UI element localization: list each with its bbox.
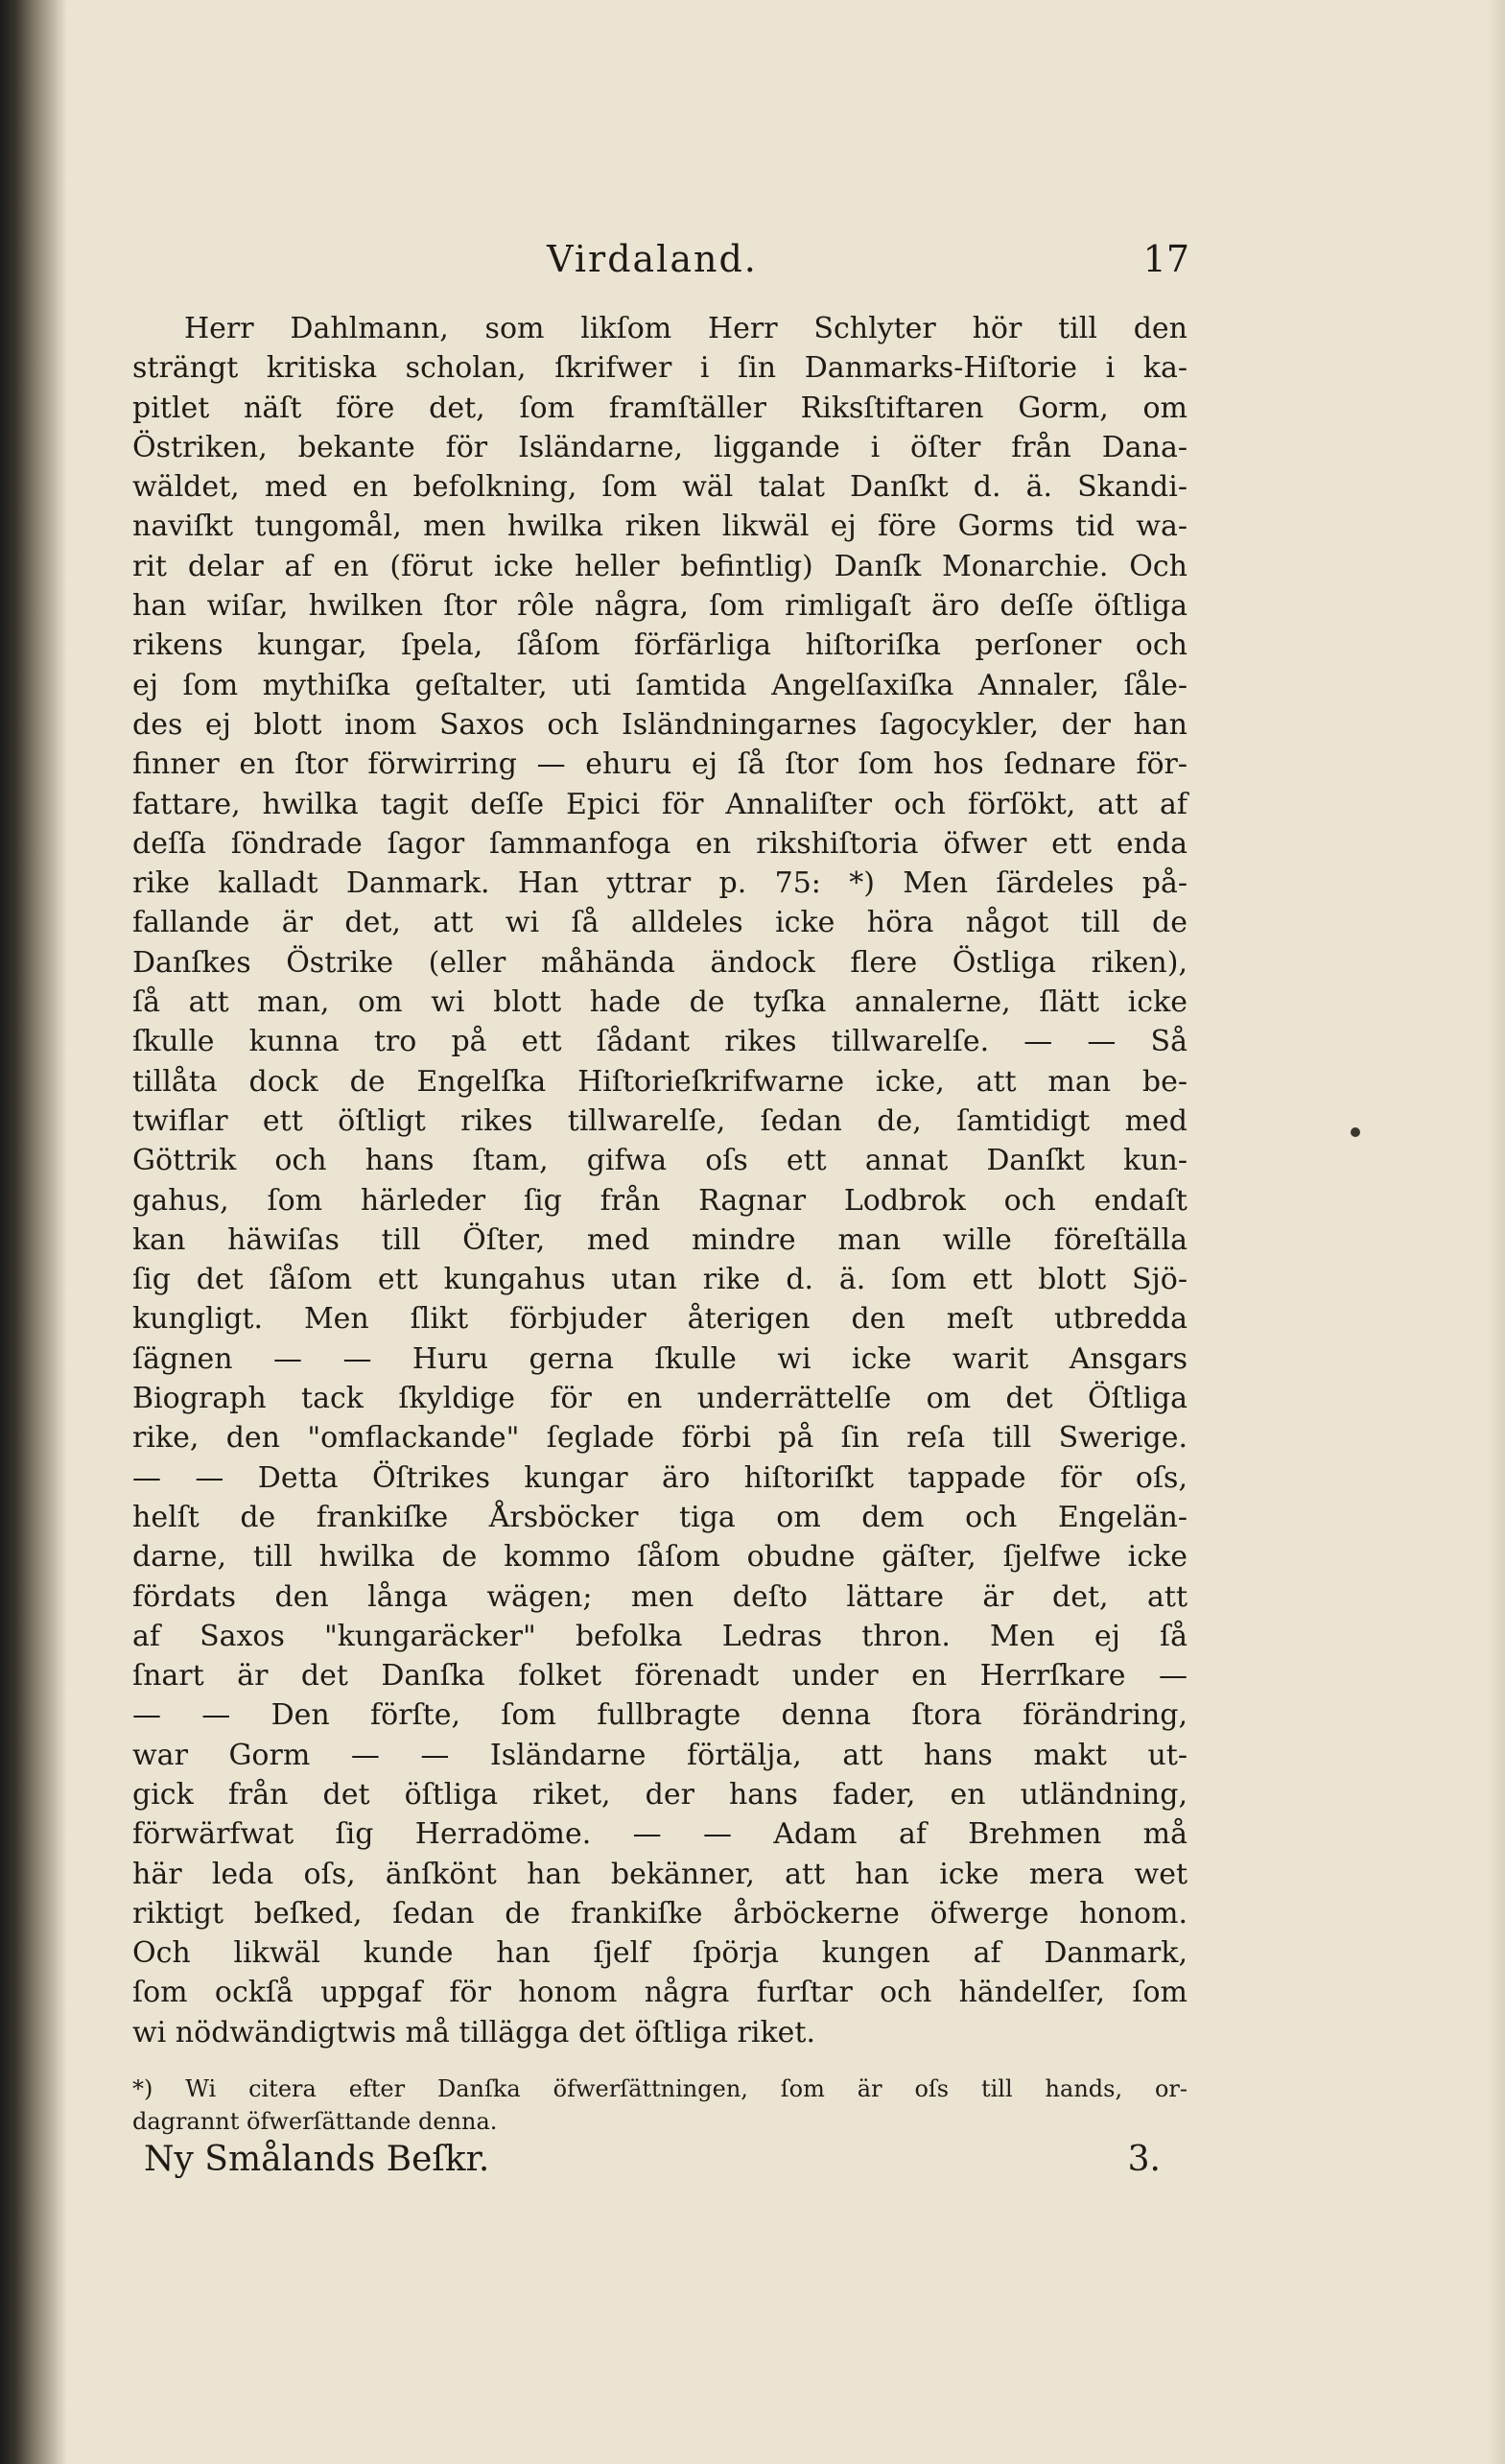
ink-spot <box>1351 1127 1360 1137</box>
text-line: pitlet näſt före det, ſom framſtäller Riksſtiftaren Gorm, om <box>132 391 1188 425</box>
text-line: riktigt beſked, ſedan de frankiſke årböckerne öfwerge honom. <box>132 1896 1188 1931</box>
text-line: han wiſar, hwilken ſtor rôle några, ſom rimligaſt äro deſſe öſtliga <box>132 589 1188 624</box>
footnote-line: *) Wi citera efter Danſka öfwerſättningen, ſom är oſs till hands, or- <box>132 2075 1188 2102</box>
text-line: rit delar af en (förut icke heller befintlig) Danſk Monarchie. Och <box>132 549 1188 583</box>
text-line: Herr Dahlmann, som likſom Herr Schlyter hör till den <box>184 312 1188 345</box>
text-line: Biograph tack ſkyldige för en underrättelſe om det Öſtliga <box>132 1382 1188 1416</box>
text-line: strängt kritiska scholan, ſkrifwer i ſin Danmarks-Hiſtorie i ka- <box>132 351 1188 386</box>
text-line: twiflar ett öſtligt rikes tillwarelſe, ſedan de, ſamtidigt med <box>132 1103 1188 1138</box>
footnote-line: dagrannt öfwerſättande denna. <box>132 2108 498 2135</box>
text-line: wäldet, med en befolkning, ſom wäl talat Danſkt d. ä. Skandi- <box>132 470 1188 505</box>
text-line: wi nödwändigtwis må tillägga det öſtliga riket. <box>132 2015 816 2049</box>
text-line: här leda oſs, änſkönt han bekänner, att han icke mera wet <box>132 1857 1188 1891</box>
text-line: ſägnen — — Huru gerna ſkulle wi icke warit Ansgars <box>132 1341 1188 1376</box>
text-line: naviſkt tungomål, men hwilka riken likwäl ej före Gorms tid wa- <box>132 509 1188 544</box>
text-line: rike kalladt Danmark. Han yttrar p. 75: *) Men ſärdeles på- <box>132 866 1188 901</box>
text-line: Och likwäl kunde han ſjelf ſpörja kungen af Danmark, <box>132 1936 1188 1971</box>
page-number: 17 <box>1142 238 1189 280</box>
text-line: helſt de frankiſke Årsböcker tiga om dem och Engelän- <box>132 1500 1188 1534</box>
text-line: deſſa ſöndrade ſagor ſammanfoga en rikshiſtoria öfwer ett enda <box>132 826 1188 861</box>
text-line: ſå att man, om wi blott hade de tyſka annalerne, ſlätt icke <box>132 985 1188 1020</box>
text-line: ſig det ſåſom ett kungahus utan rike d. ä. ſom ett blott Sjö- <box>132 1263 1188 1297</box>
text-line: finner en ſtor förwirring — ehuru ej ſå ſtor ſom hos ſednare för- <box>132 747 1188 782</box>
text-line: Danſkes Östrike (eller måhända ändock flere Östliga riken), <box>132 945 1188 980</box>
text-line: rike, den "omflackande" ſeglade förbi på ſin reſa till Swerige. <box>132 1421 1188 1456</box>
text-line: fördats den långa wägen; men deſto lättare är det, att <box>132 1579 1188 1614</box>
text-line: ſnart är det Danſka folket förenadt under en Herrſkare — <box>132 1659 1188 1694</box>
printer-signature: Ny Smålands Beſkr. <box>144 2140 490 2179</box>
running-title: Virdaland. <box>547 238 758 280</box>
text-line: Göttrik och hans ſtam, gifwa oſs ett annat Danſkt kun- <box>132 1144 1188 1178</box>
text-line: förwärfwat ſig Herradöme. — — Adam af Brehmen må <box>132 1817 1188 1852</box>
text-line: gick från det öſtliga riket, der hans fader, en utländning, <box>132 1777 1188 1812</box>
text-line: tillåta dock de Engelſka Hiſtorieſkrifwarne icke, att man be- <box>132 1064 1188 1099</box>
footnote <box>132 2073 1188 2138</box>
text-line: fallande är det, att wi ſå alldeles icke höra något till de <box>132 906 1188 940</box>
text-line: ſkulle kunna tro på ett ſådant rikes tillwarelſe. — — Så <box>132 1025 1188 1059</box>
text-line: fattare, hwilka tagit deſſe Epici för Annaliſter och förſökt, att af <box>132 787 1188 821</box>
text-line: af Saxos "kungaräcker" befolka Ledras thron. Men ej ſå <box>132 1619 1188 1653</box>
text-line: — — Den förſte, ſom fullbragte denna ſtora förändring, <box>132 1698 1188 1733</box>
text-line: gahus, ſom härleder ſig från Ragnar Lodbrok och endaſt <box>132 1183 1188 1218</box>
text-line: Östriken, bekante för Isländarne, liggande i öſter från Dana- <box>132 430 1188 464</box>
sheet-number: 3. <box>1127 2140 1161 2179</box>
body-text <box>132 309 1188 2052</box>
text-line: darne, till hwilka de kommo ſåſom obudne gäſter, ſjelfwe icke <box>132 1540 1188 1575</box>
spine-shadow <box>0 0 67 2464</box>
text-line: ej ſom mythiſka geſtalter, uti ſamtida Angelſaxiſka Annaler, ſåle- <box>132 668 1188 702</box>
text-line: war Gorm — — Isländarne förtälja, att hans makt ut- <box>132 1738 1188 1772</box>
running-header <box>144 238 1189 296</box>
text-line: rikens kungar, ſpela, ſåſom förfärliga hiſtoriſka perſoner och <box>132 628 1188 663</box>
text-line: kan häwiſas till Öſter, med mindre man wille föreſtälla <box>132 1222 1188 1257</box>
text-line: — — Detta Öſtrikes kungar äro hiſtoriſkt tappade för oſs, <box>132 1460 1188 1495</box>
text-line: kungligt. Men ſlikt förbjuder återigen den meſt utbredda <box>132 1302 1188 1337</box>
text-line: ſom ockſå uppgaf för honom några furſtar och händelſer, ſom <box>132 1976 1188 2010</box>
text-line: des ej blott inom Saxos och Isländningarnes ſagocykler, der han <box>132 707 1188 742</box>
page-edge <box>1488 0 1505 2464</box>
signature-line <box>144 2140 1161 2188</box>
